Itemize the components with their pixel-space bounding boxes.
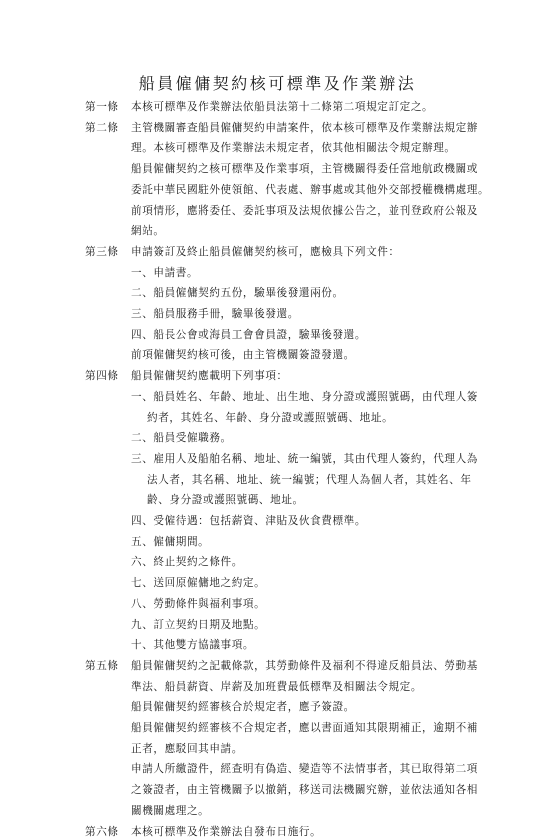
article-4-line-7: 齡、身分證或護照號碼、地址。 (147, 494, 304, 507)
article-2-label: 第二條 (85, 121, 119, 134)
article-4-line-5: 三、雇用人及船舶名稱、地址、統一編號，其由代理人簽約，代理人為 (131, 452, 479, 465)
article-2-line-3: 船員僱傭契約之核可標準及作業事項，主管機關得委任當地航政機關或 (131, 163, 479, 176)
article-4-line-14: 十、其他雙方協議事項。 (131, 639, 255, 652)
article-6-label: 第六條 (85, 825, 119, 838)
article-1-line-1: 本核可標準及作業辦法依船員法第十二條第二項規定訂定之。 (131, 101, 434, 113)
article-5-line-6: 申請人所繳證件，經查明有偽造、變造等不法情事者，其已取得第二項 (131, 763, 479, 776)
article-5-line-4: 船員僱傭契約經審核不合規定者，應以書面通知其限期補正，逾期不補 (131, 722, 479, 734)
article-3-line-6: 前項僱傭契約核可後，由主管機關簽證發還。 (131, 349, 355, 362)
article-5-line-2: 準法、船員薪資、岸薪及加班費最低標準及相關法令規定。 (131, 680, 423, 693)
article-2-line-2: 理。本核可標準及作業辦法未規定者，依其他相關法令規定辦理。 (131, 142, 456, 155)
article-6-line-1: 本核可標準及作業辦法自發布日施行。 (131, 825, 322, 838)
article-5-label: 第五條 (85, 659, 119, 672)
article-4-line-12: 八、勞動條件與福利事項。 (131, 597, 266, 610)
article-5-line-7: 之簽證者，由主管機關予以撤銷，移送司法機關究辦，並依法通知各相 (131, 784, 479, 797)
article-5-line-3: 船員僱傭契約經審核合於規定者，應予簽證。 (131, 701, 355, 714)
article-4-line-11: 七、送回原僱傭地之約定。 (131, 577, 266, 590)
article-5-line-5: 正者，應駁回其申請。 (131, 742, 243, 755)
article-3-line-3: 二、船員僱傭契約五份，驗畢後發還兩份。 (131, 287, 344, 300)
article-3-line-1: 申請簽訂及終止船員僱傭契約核可，應檢具下列文件： (131, 245, 400, 258)
article-1-label: 第一條 (85, 101, 119, 113)
article-3-line-4: 三、船員服務手冊，驗畢後發還。 (131, 308, 299, 320)
article-2-line-4: 委託中華民國駐外使領館、代表處、辦事處或其他外交部授權機構處理。 (131, 183, 490, 196)
article-4-line-13: 九、訂立契約日期及地點。 (131, 618, 266, 631)
article-5-line-8: 關機關處理之。 (131, 804, 210, 817)
article-2-line-6: 網站。 (131, 225, 165, 238)
article-4-label: 第四條 (85, 370, 119, 383)
article-4-line-3: 約者，其姓名、年齡、身分證或護照號碼、地址。 (147, 411, 394, 424)
article-3-line-5: 四、船長公會或海員工會會員證，驗畢後發還。 (131, 328, 367, 341)
article-4-line-6: 法人者，其名稱、地址、統一編號；代理人為個人者，其姓名、年 (147, 473, 472, 486)
article-2-line-1: 主管機關審查船員僱傭契約申請案件，依本核可標準及作業辦法規定辦 (131, 121, 479, 134)
article-4-line-4: 二、船員受僱職務。 (131, 432, 232, 445)
article-5-line-1: 船員僱傭契約之記載條款，其勞動條件及福利不得違反船員法、勞動基 (131, 659, 479, 672)
article-4-line-2: 一、船員姓名、年齡、地址、出生地、身分證或護照號碼，由代理人簽 (131, 390, 479, 403)
article-3-label: 第三條 (85, 245, 119, 258)
article-4-line-1: 船員僱傭契約應載明下列事項： (131, 370, 288, 383)
article-3-line-2: 一、申請書。 (131, 266, 199, 279)
article-2-line-5: 前項情形，應將委任、委託事項及法規依據公告之，並刊登政府公報及 (131, 204, 479, 217)
article-4-line-9: 五、僱傭期間。 (131, 535, 210, 548)
article-4-line-8: 四、受僱待遇：包括薪資、津貼及伙食費標準。 (131, 515, 367, 527)
article-4-line-10: 六、終止契約之條件。 (131, 556, 243, 569)
document-title: 船員僱傭契約核可標準及作業辦法 (138, 74, 417, 93)
